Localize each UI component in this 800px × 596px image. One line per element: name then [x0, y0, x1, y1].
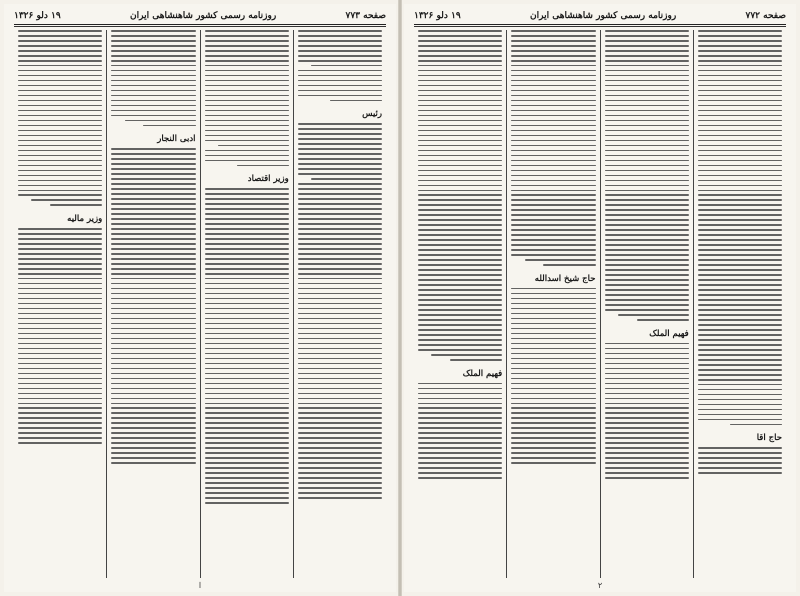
right-page-columns [414, 30, 786, 578]
left-header-title: روزنامه رسمی کشور شاهنشاهی ایران [130, 11, 277, 21]
left-header-date: ۱۹ دلو ۱۳۲۶ [14, 11, 61, 21]
left-page-columns [14, 30, 386, 578]
right-header-date: ۱۹ دلو ۱۳۲۶ [414, 11, 461, 21]
left-col2-heading: وزیر اقتصاد [247, 174, 289, 185]
left-column-2 [201, 30, 294, 578]
left-page-header [14, 8, 386, 25]
right-page-footer: ۲ [597, 581, 603, 590]
left-header-page-number: صفحه ۷۷۳ [345, 11, 386, 21]
book-gutter [398, 0, 402, 596]
right-column-1 [694, 30, 786, 578]
right-column-4 [414, 30, 507, 578]
left-column-4 [14, 30, 107, 578]
left-header-rule [14, 26, 386, 29]
left-page-footer: ا [198, 581, 202, 590]
right-page [404, 4, 796, 592]
left-column-3 [107, 30, 200, 578]
right-header-title: روزنامه رسمی کشور شاهنشاهی ایران [530, 11, 677, 21]
right-col2-heading: فهیم الملک [649, 328, 689, 339]
right-col3-heading: حاج شیخ اسدالله [534, 273, 596, 284]
left-col3-heading: ادبی النجار [157, 134, 196, 145]
right-page-header [414, 8, 786, 25]
right-header-page-number: صفحه ۷۷۲ [745, 11, 786, 21]
right-col4-heading: فهیم الملک [462, 368, 503, 379]
left-page [4, 4, 396, 592]
right-column-2 [601, 30, 694, 578]
left-column-1 [294, 30, 386, 578]
right-header-rule [414, 26, 786, 29]
left-col1-heading: رئیس [362, 109, 382, 120]
right-col1-heading: حاج آقا [756, 433, 782, 444]
right-column-3 [507, 30, 600, 578]
left-col4-heading: وزیر مالیه [67, 214, 103, 225]
